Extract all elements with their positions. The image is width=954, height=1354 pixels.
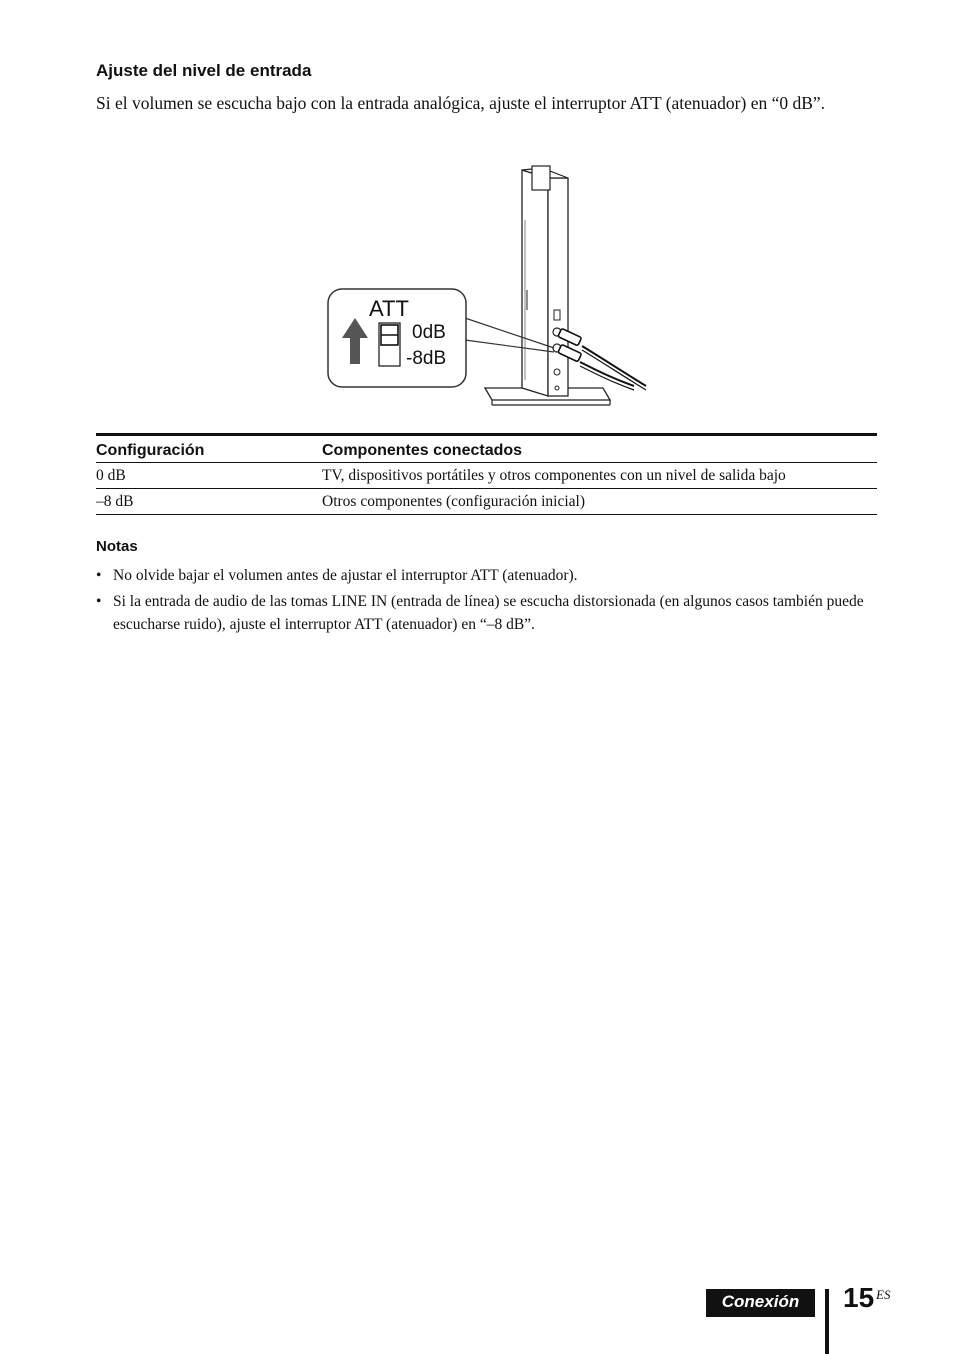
page-language-suffix: ES bbox=[876, 1287, 891, 1302]
footer-section-label: Conexión bbox=[706, 1289, 815, 1317]
section-heading: Ajuste del nivel de entrada bbox=[96, 61, 312, 80]
att-label: ATT bbox=[369, 296, 409, 321]
list-item bbox=[96, 590, 877, 636]
table-row bbox=[96, 489, 877, 515]
bullet-icon: • bbox=[96, 567, 102, 584]
footer-divider bbox=[825, 1289, 829, 1354]
notes-heading: Notas bbox=[96, 538, 138, 555]
table-row bbox=[96, 463, 877, 489]
table-cell: 0 dB bbox=[96, 463, 322, 489]
settings-table bbox=[96, 433, 877, 515]
table-cell: –8 dB bbox=[96, 489, 322, 515]
notes-list bbox=[96, 564, 877, 639]
bullet-icon: • bbox=[96, 593, 102, 610]
page-number: 15 bbox=[843, 1282, 875, 1313]
cable-upper bbox=[582, 346, 646, 386]
list-item bbox=[96, 564, 877, 587]
header-componentes: Componentes conectados bbox=[322, 435, 877, 463]
header-configuracion: Configuración bbox=[96, 435, 322, 463]
table-header-row bbox=[96, 435, 877, 463]
intro-paragraph: Si el volumen se escucha bajo con la entrada analógica, ajuste el interruptor ATT (atenuador) en “0 dB”. bbox=[96, 93, 826, 113]
note-text: Si la entrada de audio de las tomas LINE IN (entrada de línea) se escucha distorsionada (en algunos casos también puede escucharse ruido), ajuste el interruptor ATT (atenuador) en “–8 dB”. bbox=[113, 593, 864, 633]
att-position-0db: 0dB bbox=[412, 322, 446, 343]
att-switch-illustration bbox=[320, 160, 660, 420]
table-cell: Otros componentes (configuración inicial) bbox=[322, 489, 877, 515]
note-text: No olvide bajar el volumen antes de ajustar el interruptor ATT (atenuador). bbox=[113, 567, 578, 584]
att-position-8db: -8dB bbox=[406, 348, 447, 369]
table-cell: TV, dispositivos portátiles y otros componentes con un nivel de salida bajo bbox=[322, 463, 877, 489]
unit-tower bbox=[522, 170, 548, 396]
